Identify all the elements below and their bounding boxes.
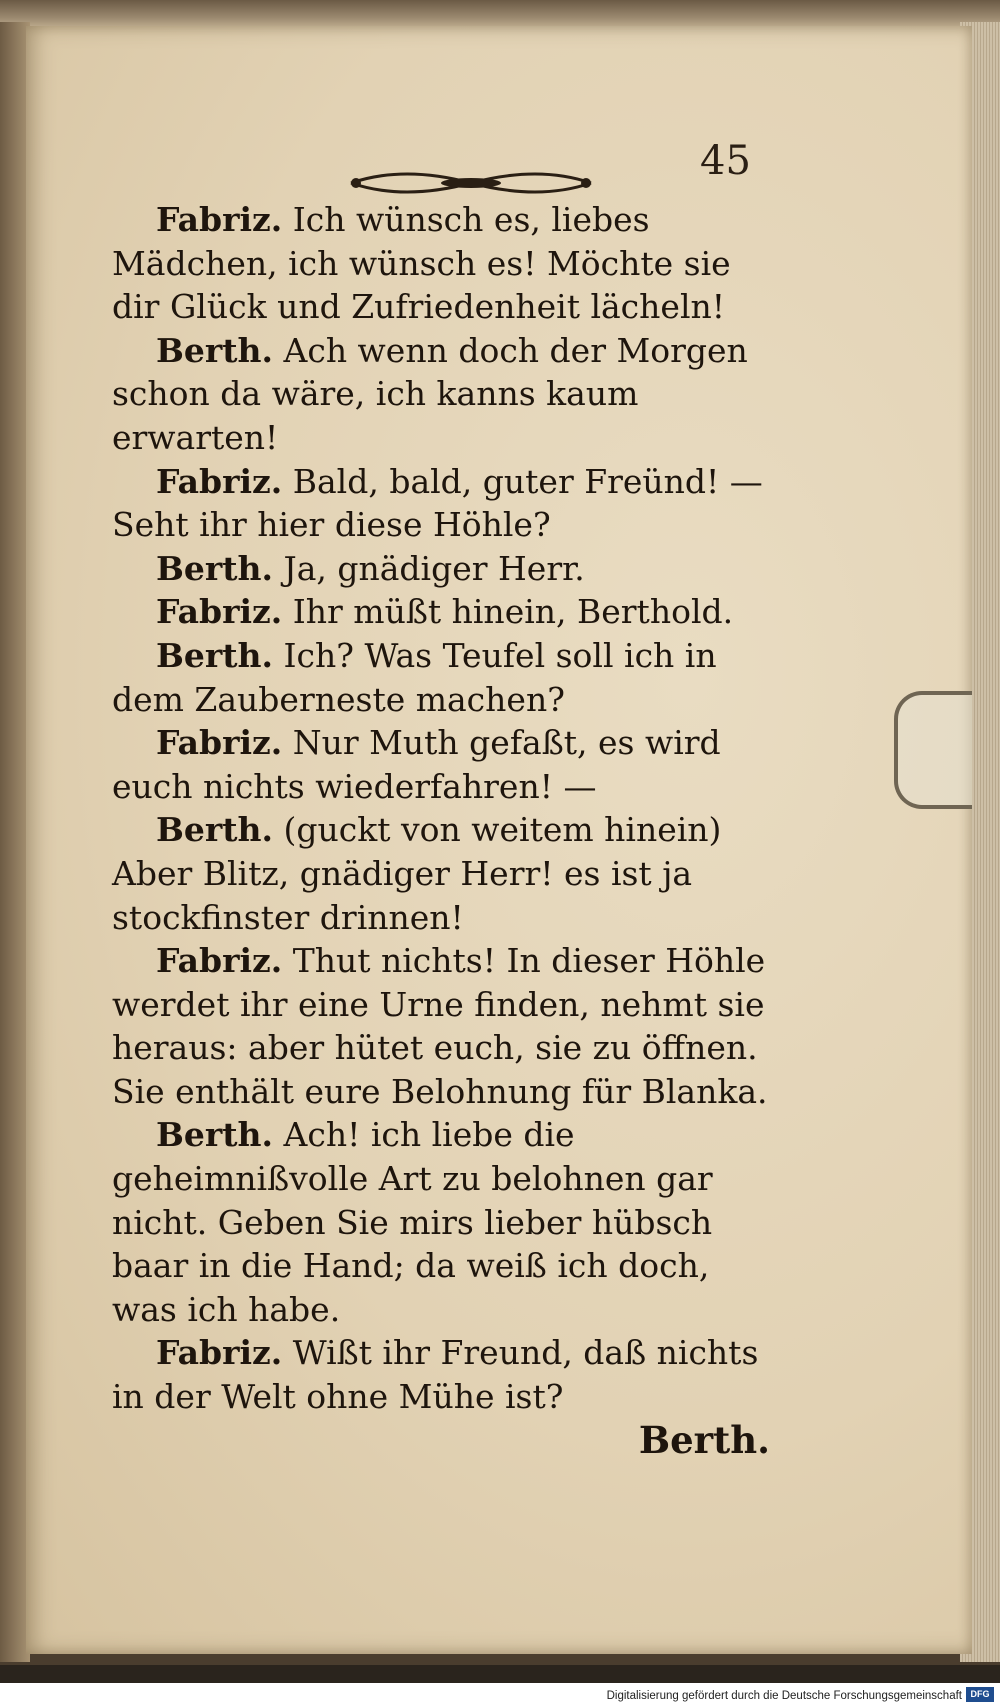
ornament-icon [346, 166, 596, 200]
dialogue-paragraph [112, 721, 772, 808]
dialogue-text: Ich? Was Teufel soll ich in dem Zauberneste machen? [112, 635, 717, 719]
page-number: 45 [700, 138, 751, 184]
footer-credit: Digitalisierung gefördert durch die Deutsche Forschungsgemeinschaft [606, 1690, 962, 1702]
dialogue-paragraph [112, 198, 772, 329]
speaker-name: Fabriz. [156, 592, 283, 632]
dialogue-text: Wißt ihr Freund, daß nichts in der Welt ohne Mühe ist? [112, 1333, 759, 1417]
dialogue-paragraph [112, 590, 772, 634]
dialogue-paragraph [112, 460, 772, 547]
dialogue-text: Thut nichts! In dieser Höhle werdet ihr eine Urne finden, nehmt sie heraus: aber hütet euch, sie zu öffnen. Sie enthält eure Belohnung für Blanka. [112, 941, 768, 1111]
dialogue-text: (guckt von weitem hinein) Aber Blitz, gnädiger Herr! es ist ja stockfinster drinnen! [112, 810, 722, 937]
page-clip [894, 691, 972, 809]
dialogue-text: Ich wünsch es, liebes Mädchen, ich wünsch es! Möchte sie dir Glück und Zufriedenheit lächeln! [112, 200, 731, 327]
speaker-name: Fabriz. [156, 461, 283, 501]
dialogue-text: Ja, gnädiger Herr. [283, 548, 585, 588]
dialogue-paragraph [112, 1331, 772, 1418]
dialogue-paragraph [112, 939, 772, 1113]
dialogue-text: Bald, bald, guter Freünd! — Seht ihr hier diese Höhle? [112, 461, 763, 545]
dialogue-paragraph [112, 808, 772, 939]
speaker-name: Berth. [156, 635, 273, 675]
dialogue-paragraph [112, 547, 772, 591]
text-body [112, 198, 772, 1419]
dialogue-text: Ach! ich liebe die geheimnißvolle Art zu belohnen gar nicht. Geben Sie mirs lieber hübsch baar in die Hand; da weiß ich doch, was ich habe. [112, 1115, 713, 1329]
dialogue-text: Ihr müßt hinein, Berthold. [292, 592, 734, 632]
speaker-name: Fabriz. [156, 200, 283, 239]
dialogue-paragraph [112, 1113, 772, 1331]
speaker-name: Fabriz. [156, 723, 283, 763]
speaker-name: Berth. [156, 330, 273, 370]
dialogue-text: Nur Muth gefaßt, es wird euch nichts wiederfahren! — [112, 723, 721, 806]
speaker-name: Berth. [156, 1115, 273, 1155]
speaker-name: Berth. [156, 548, 273, 588]
speaker-name: Fabriz. [156, 941, 283, 981]
dialogue-text: Ach wenn doch der Morgen schon da wäre, ich kanns kaum erwarten! [112, 330, 748, 457]
dialogue-paragraph [112, 634, 772, 721]
catchword: Berth. [638, 1418, 770, 1462]
dfg-logo: DFG [966, 1687, 994, 1702]
dialogue-paragraph [112, 329, 772, 460]
speaker-name: Berth. [156, 810, 273, 850]
footer-bar [0, 1683, 1000, 1705]
speaker-name: Fabriz. [156, 1333, 283, 1373]
